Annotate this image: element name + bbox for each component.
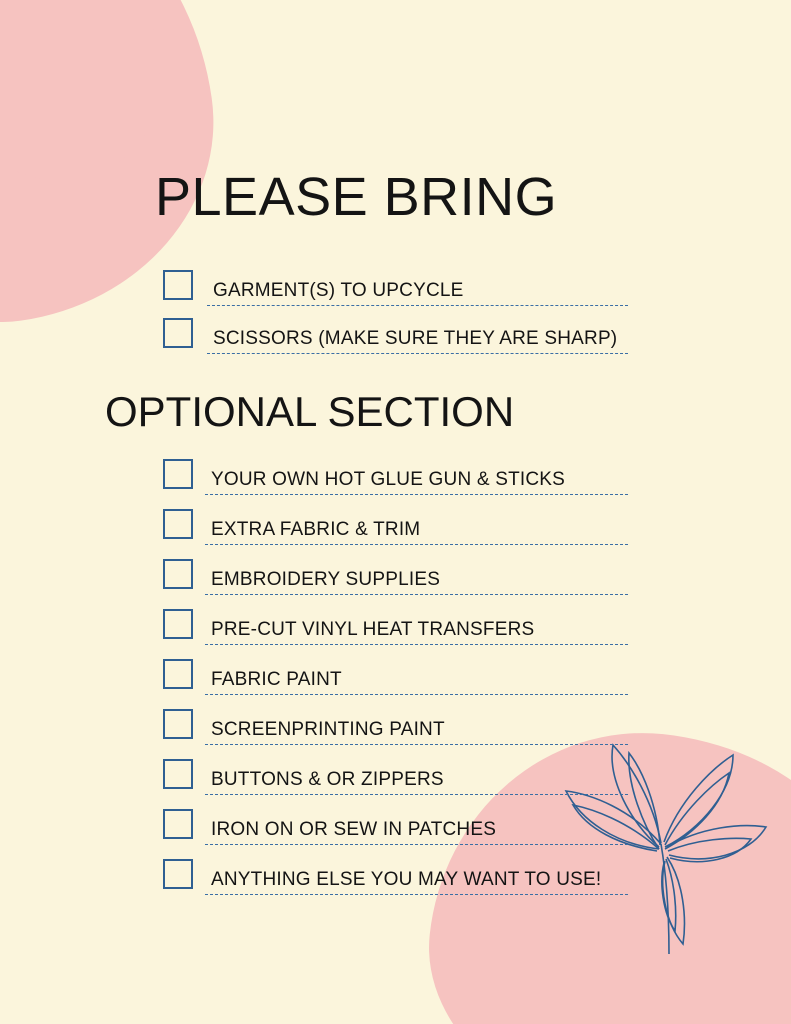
checkbox[interactable] [163, 659, 193, 689]
item-line [205, 469, 628, 495]
checkbox[interactable] [163, 759, 193, 789]
item-line [205, 719, 628, 745]
list-item[interactable] [0, 655, 791, 695]
list-item-label: EXTRA FABRIC & TRIM [211, 519, 421, 540]
list-item-label: BUTTONS & OR ZIPPERS [211, 769, 444, 790]
item-line [205, 619, 628, 645]
list-item-label: IRON ON OR SEW IN PATCHES [211, 819, 497, 840]
item-line [207, 280, 628, 306]
checkbox[interactable] [163, 559, 193, 589]
page-title: PLEASE BRING [155, 167, 558, 227]
checkbox[interactable] [163, 609, 193, 639]
list-item-label: SCISSORS (MAKE SURE THEY ARE SHARP) [213, 328, 618, 349]
list-item-label: YOUR OWN HOT GLUE GUN & STICKS [211, 469, 566, 490]
list-item-label: SCREENPRINTING PAINT [211, 719, 445, 740]
optional-items-list [0, 455, 791, 905]
checkbox[interactable] [163, 859, 193, 889]
checkbox[interactable] [163, 459, 193, 489]
section-title: OPTIONAL SECTION [105, 388, 515, 435]
checkbox[interactable] [163, 709, 193, 739]
checkbox[interactable] [163, 318, 193, 348]
list-item-label: GARMENT(S) TO UPCYCLE [213, 280, 464, 301]
checkbox[interactable] [163, 509, 193, 539]
list-item-label: EMBROIDERY SUPPLIES [211, 569, 441, 590]
list-item[interactable] [0, 605, 791, 645]
item-line [205, 769, 628, 795]
list-item[interactable] [0, 755, 791, 795]
checkbox[interactable] [163, 809, 193, 839]
required-items-list [0, 266, 791, 362]
list-item[interactable] [0, 705, 791, 745]
list-item[interactable] [0, 266, 791, 306]
list-item[interactable] [0, 555, 791, 595]
list-item-label: ANYTHING ELSE YOU MAY WANT TO USE! [211, 869, 602, 890]
item-line [207, 328, 628, 354]
item-line [205, 819, 628, 845]
list-item-label: PRE-CUT VINYL HEAT TRANSFERS [211, 619, 535, 640]
list-item[interactable] [0, 855, 791, 895]
item-line [205, 569, 628, 595]
list-item-label: FABRIC PAINT [211, 669, 342, 690]
list-item[interactable] [0, 505, 791, 545]
list-item[interactable] [0, 805, 791, 845]
item-line [205, 869, 628, 895]
checkbox[interactable] [163, 270, 193, 300]
list-item[interactable] [0, 314, 791, 354]
item-line [205, 669, 628, 695]
list-item[interactable] [0, 455, 791, 495]
item-line [205, 519, 628, 545]
